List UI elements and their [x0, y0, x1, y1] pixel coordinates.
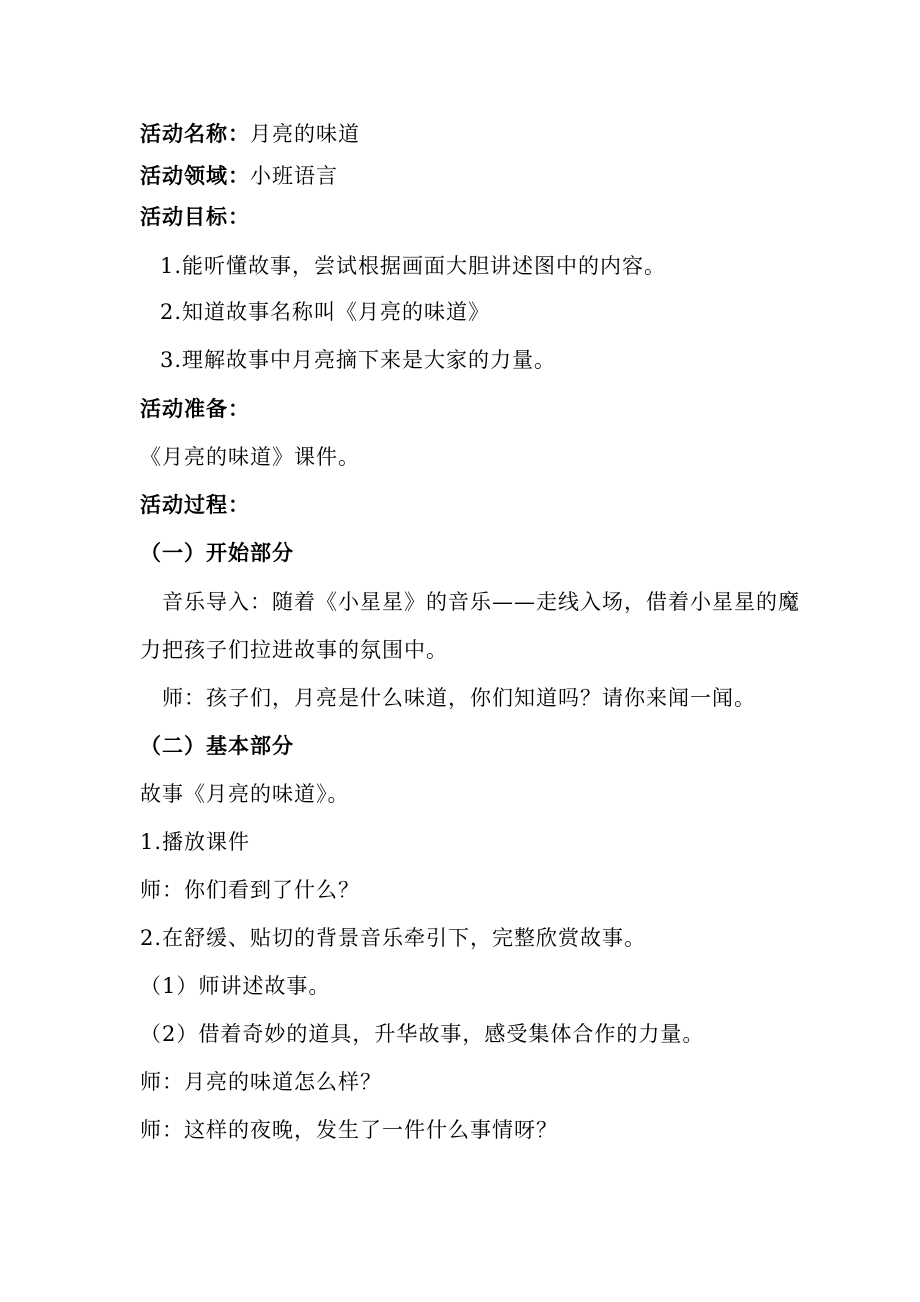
- part2-line-6: （2）借着奇妙的道具，升华故事，感受集体合作的力量。: [140, 1022, 705, 1046]
- part2-line-1: 故事《月亮的味道》。: [140, 782, 350, 806]
- activity-name-value: 月亮的味道: [250, 122, 360, 146]
- part1-paragraph-2: 师：孩子们，月亮是什么味道，你们知道吗？请你来闻一闻。: [162, 686, 756, 710]
- part2-heading: （二）基本部分: [140, 734, 294, 758]
- goal-item-1: 1.能听懂故事，尝试根据画面大胆讲述图中的内容。: [160, 254, 667, 278]
- activity-domain-label: 活动领域：: [140, 164, 250, 188]
- part1-paragraph-1-line-1: 音乐导入：随着《小星星》的音乐——走线入场，借着小星星的魔: [162, 590, 800, 614]
- goal-item-3: 3.理解故事中月亮摘下来是大家的力量。: [160, 348, 557, 372]
- prep-heading: 活动准备：: [140, 397, 250, 421]
- part2-line-3: 师：你们看到了什么？: [140, 878, 360, 902]
- goals-heading: 活动目标：: [140, 205, 250, 229]
- activity-name-line: [140, 120, 360, 148]
- part2-line-2: 1.播放课件: [140, 830, 251, 854]
- activity-name-label: 活动名称：: [140, 122, 250, 146]
- activity-domain-value: 小班语言: [250, 164, 338, 188]
- part2-line-8: 师：这样的夜晚，发生了一件什么事情呀？: [140, 1118, 558, 1142]
- part1-paragraph-1-line-2: 力把孩子们拉进故事的氛围中。: [140, 638, 448, 662]
- part2-line-5: （1）师讲述故事。: [140, 974, 331, 998]
- part1-heading: （一）开始部分: [140, 541, 294, 565]
- part2-line-7: 师：月亮的味道怎么样？: [140, 1070, 382, 1094]
- goal-item-2: 2.知道故事名称叫《月亮的味道》: [160, 300, 491, 324]
- process-heading: 活动过程：: [140, 493, 250, 517]
- activity-domain-line: [140, 162, 338, 190]
- part2-line-4: 2.在舒缓、贴切的背景音乐牵引下，完整欣赏故事。: [140, 926, 647, 950]
- prep-text: 《月亮的味道》课件。: [140, 445, 360, 469]
